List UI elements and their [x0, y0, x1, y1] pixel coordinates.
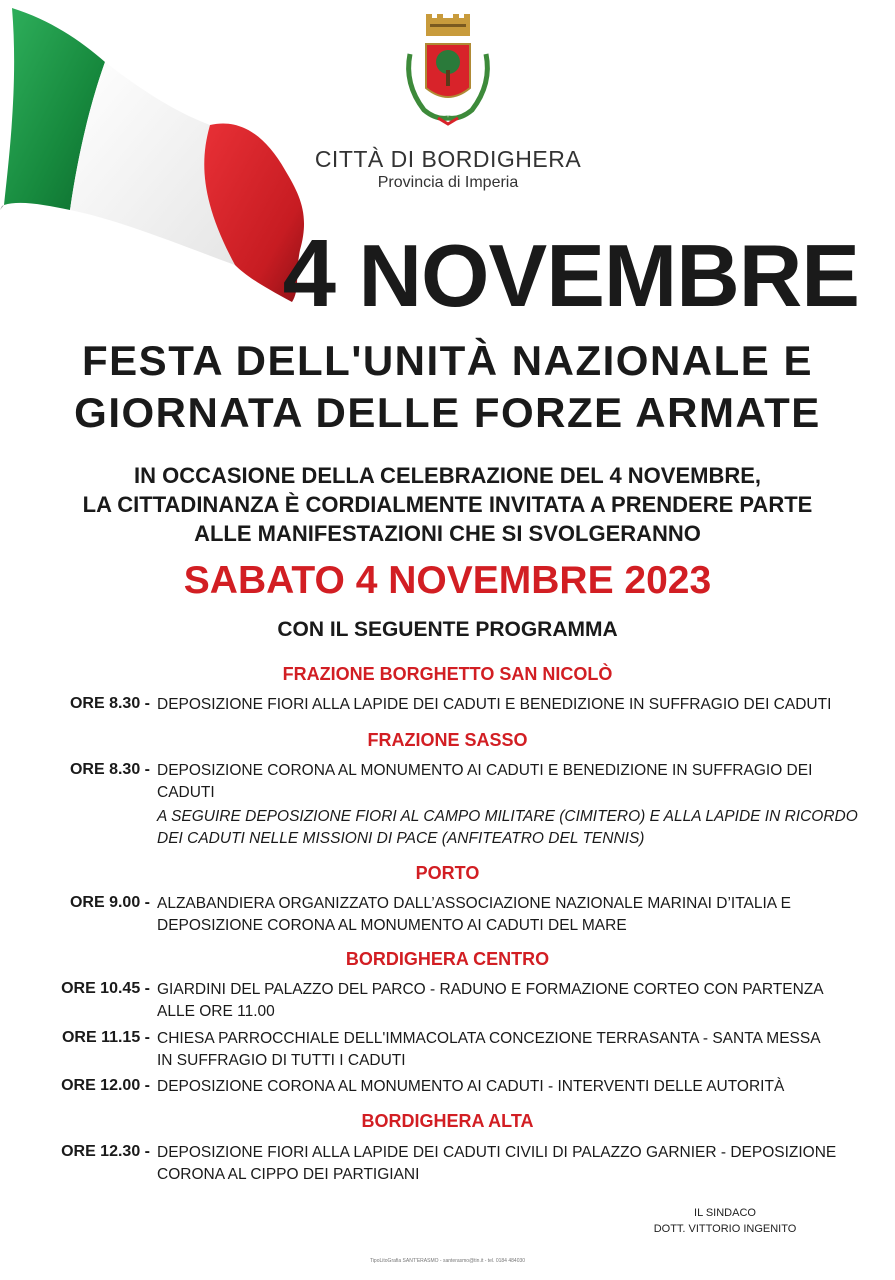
- main-title-date: [282, 220, 859, 327]
- time-label: ORE 8.30 -: [69, 695, 150, 712]
- subtitle-line-1: FESTA DELL'UNITÀ NAZIONALE E: [82, 337, 813, 384]
- section-title-borghetto: FRAZIONE BORGHETTO SAN NICOLÒ: [282, 664, 613, 684]
- city-name: CITTÀ DI BORDIGHERA: [314, 146, 582, 172]
- event-description: CHIESA PARROCCHIALE DELL'IMMACOLATA CONCEZIONE TERRASANTA - SANTA MESSA: [157, 1030, 821, 1047]
- time-label: ORE 12.30 -: [61, 1143, 150, 1160]
- event-description-cont: CADUTI: [157, 784, 215, 801]
- section-title-porto: PORTO: [415, 863, 480, 883]
- event-description: DEPOSIZIONE CORONA AL MONUMENTO AI CADUTI E BENEDIZIONE IN SUFFRAGIO DEI: [157, 762, 813, 779]
- event-note: A SEGUIRE DEPOSIZIONE FIORI AL CAMPO MILITARE (CIMITERO) E ALLA LAPIDE IN RICORDO: [157, 808, 858, 825]
- event-description: GIARDINI DEL PALAZZO DEL PARCO - RADUNO E FORMAZIONE CORTEO CON PARTENZA: [157, 981, 824, 998]
- event-description: ALZABANDIERA ORGANIZZATO DALL’ASSOCIAZIONE NAZIONALE MARINAI D’ITALIA E: [157, 895, 791, 912]
- event-description: DEPOSIZIONE FIORI ALLA LAPIDE DEI CADUTI E BENEDIZIONE IN SUFFRAGIO DEI CADUTI: [157, 696, 832, 713]
- section-title-centro: BORDIGHERA CENTRO: [345, 949, 550, 969]
- date-month: NOVEMBRE: [358, 226, 859, 325]
- invitation-text: [0, 461, 895, 548]
- time-label: ORE 12.00 -: [61, 1077, 150, 1094]
- signature-role: IL SINDACO: [694, 1207, 756, 1219]
- section-title-alta: BORDIGHERA ALTA: [361, 1111, 534, 1131]
- event-description-cont: DEPOSIZIONE CORONA AL MONUMENTO AI CADUTI DEL MARE: [157, 917, 627, 934]
- event-date: SABATO 4 NOVEMBRE 2023: [183, 559, 712, 602]
- section-title-sasso: FRAZIONE SASSO: [367, 730, 528, 750]
- event-description-cont: IN SUFFRAGIO DI TUTTI I CADUTI: [157, 1052, 406, 1069]
- signature: [625, 1205, 825, 1237]
- time-label: ORE 11.15 -: [61, 1029, 150, 1046]
- event-description-cont: CORONA AL CIPPO DEI PARTIGIANI: [157, 1166, 420, 1183]
- date-number: 4: [282, 220, 336, 327]
- city-crest: [400, 14, 496, 134]
- province-name: Provincia di Imperia: [377, 174, 519, 191]
- time-label: ORE 9.00 -: [69, 894, 150, 911]
- event-description-cont: ALLE ORE 11.00: [157, 1003, 275, 1020]
- signature-name: DOTT. VITTORIO INGENITO: [653, 1223, 797, 1235]
- event-description: DEPOSIZIONE FIORI ALLA LAPIDE DEI CADUTI CIVILI DI PALAZZO GARNIER - DEPOSIZIONE: [157, 1144, 837, 1161]
- intro-line-1: IN OCCASIONE DELLA CELEBRAZIONE DEL 4 NOVEMBRE,: [133, 463, 762, 488]
- printer-credit: TipoLitoGrafia SANT'ERASMO - santerasmo@tin.it - tel. 0184 484030: [369, 1258, 526, 1264]
- program-heading: CON IL SEGUENTE PROGRAMMA: [277, 618, 618, 641]
- italian-flag-image: [0, 0, 320, 310]
- event-note-cont: DEI CADUTI NELLE MISSIONI DI PACE (ANFITEATRO DEL TENNIS): [157, 830, 645, 847]
- intro-line-2: LA CITTADINANZA È CORDIALMENTE INVITATA A PRENDERE PARTE: [82, 492, 813, 517]
- time-label: ORE 10.45 -: [61, 980, 150, 997]
- event-description: DEPOSIZIONE CORONA AL MONUMENTO AI CADUTI - INTERVENTI DELLE AUTORITÀ: [157, 1078, 785, 1095]
- subtitle-line-2: GIORNATA DELLE FORZE ARMATE: [74, 389, 821, 436]
- time-label: ORE 8.30 -: [69, 761, 150, 778]
- intro-line-3: ALLE MANIFESTAZIONI CHE SI SVOLGERANNO: [194, 521, 701, 546]
